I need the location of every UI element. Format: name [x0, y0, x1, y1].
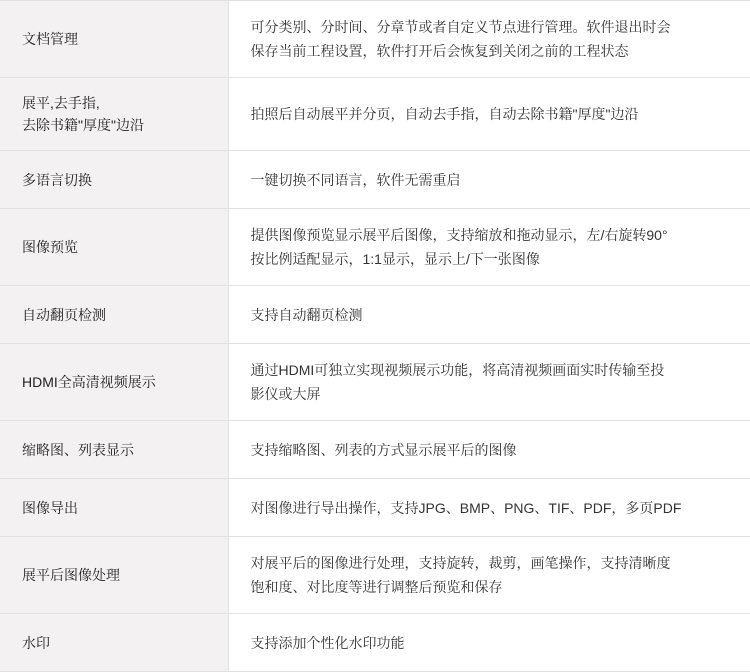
feature-description-cell — [228, 151, 750, 209]
table-row — [0, 1, 750, 78]
feature-description-cell — [228, 286, 750, 344]
feature-name-line: 展平后图像处理 — [22, 567, 120, 583]
feature-name-cell — [0, 151, 228, 209]
feature-name-cell — [0, 286, 228, 344]
table-row — [0, 286, 750, 344]
feature-name-cell — [0, 78, 228, 151]
feature-description-cell — [228, 78, 750, 151]
feature-name-cell — [0, 344, 228, 421]
feature-description-line: 拍照后自动展平并分页，自动去手指，自动去除书籍"厚度"边沿 — [250, 106, 639, 122]
feature-name-line: 水印 — [22, 634, 50, 651]
feature-name-line: 缩略图、列表显示 — [22, 441, 134, 458]
feature-description-line: 影仪或大屏 — [250, 386, 321, 402]
feature-description-line: 饱和度、对比度等进行调整后预览和保存 — [250, 579, 503, 595]
feature-description-line: 保存当前工程设置，软件打开后会恢复到关闭之前的工程状态 — [250, 43, 629, 59]
feature-name-cell — [0, 614, 228, 672]
feature-name-line: 去除书籍"厚度"边沿 — [22, 117, 144, 133]
feature-name-line: 多语言切换 — [22, 171, 92, 188]
feature-description-cell — [228, 209, 750, 286]
feature-name-cell — [0, 479, 228, 537]
feature-description-line: 支持缩略图、列表的方式显示展平后的图像 — [250, 441, 517, 458]
feature-name-line: 图像导出 — [22, 499, 78, 516]
feature-name-line: 展平,去手指, — [22, 95, 100, 111]
table-row — [0, 151, 750, 209]
feature-description-line: 可分类别、分时间、分章节或者自定义节点进行管理。软件退出时会 — [250, 19, 671, 35]
feature-name-line: 自动翻页检测 — [22, 306, 106, 323]
feature-description-line: 提供图像预览显示展平后图像，支持缩放和拖动显示，左/右旋转90° — [250, 227, 668, 243]
feature-name-cell — [0, 537, 228, 614]
table-row — [0, 209, 750, 286]
table-row — [0, 614, 750, 672]
table-body — [0, 1, 750, 672]
feature-description-cell — [228, 479, 750, 537]
feature-description-cell — [228, 344, 750, 421]
feature-description-line: 一键切换不同语言，软件无需重启 — [250, 171, 461, 188]
table-row — [0, 479, 750, 537]
feature-description-line: 对图像进行导出操作，支持JPG、BMP、PNG、TIF、PDF，多页PDF — [250, 499, 682, 516]
feature-description-line: 按比例适配显示，1:1显示，显示上/下一张图像 — [250, 251, 540, 267]
feature-name-line: 图像预览 — [22, 239, 78, 255]
feature-name-cell — [0, 421, 228, 479]
feature-description-line: 支持添加个性化水印功能 — [250, 634, 405, 651]
feature-name-cell — [0, 209, 228, 286]
feature-description-line: 支持自动翻页检测 — [250, 306, 363, 323]
feature-description-line: 对展平后的图像进行处理，支持旋转，裁剪，画笔操作，支持清晰度 — [250, 555, 671, 571]
feature-description-line: 通过HDMI可独立实现视频展示功能，将高清视频画面实时传输至投 — [250, 362, 665, 378]
table-row — [0, 78, 750, 151]
table-row — [0, 421, 750, 479]
feature-description-cell — [228, 614, 750, 672]
feature-name-cell — [0, 1, 228, 78]
feature-name-line: 文档管理 — [22, 31, 78, 47]
table-row — [0, 537, 750, 614]
feature-name-line: HDMI全高清视频展示 — [22, 374, 156, 390]
feature-description-cell — [228, 1, 750, 78]
feature-description-cell — [228, 421, 750, 479]
feature-description-cell — [228, 537, 750, 614]
table-row — [0, 344, 750, 421]
